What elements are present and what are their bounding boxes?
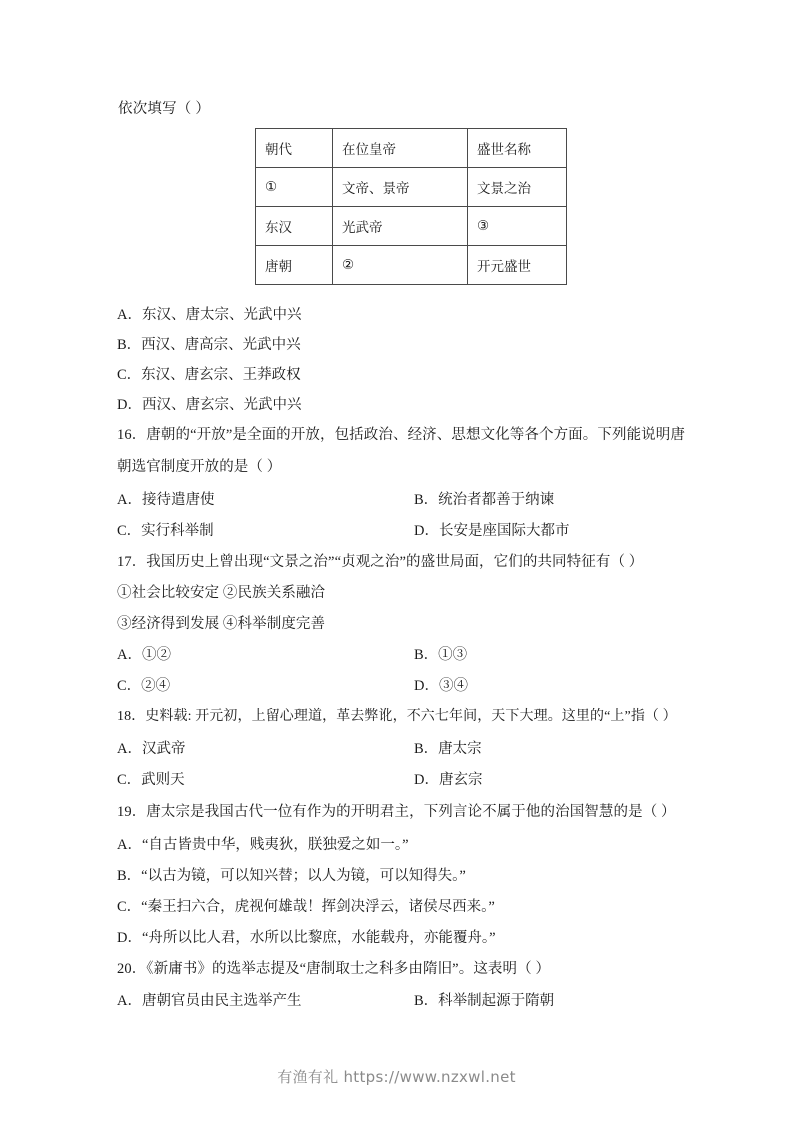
table-cell: 开元盛世	[468, 246, 567, 285]
q18-option-d[interactable]: D．唐玄宗	[414, 772, 483, 788]
q16-option-d[interactable]: D．长安是座国际大都市	[414, 523, 570, 539]
table-cell: ②	[333, 246, 468, 285]
dynasty-table	[255, 128, 567, 285]
q15-option-c[interactable]: C．东汉、唐玄宗、王莽政权	[117, 367, 301, 383]
q16-stem-line-2: 朝选官制度开放的是（ ）	[117, 459, 282, 475]
q17-option-b[interactable]: B．①③	[414, 647, 468, 663]
q16-option-c[interactable]: C．实行科举制	[117, 523, 214, 539]
q17-option-d[interactable]: D．③④	[414, 678, 468, 694]
q17-option-a[interactable]: A．①②	[117, 647, 171, 663]
q17-option-c[interactable]: C．②④	[117, 678, 171, 694]
table-header-row	[256, 129, 567, 168]
q16-stem-line-1: 16．唐朝的“开放”是全面的开放，包括政治、经济、思想文化等各个方面。下列能说明唐	[117, 427, 685, 443]
q20-stem-line-1: 20．《新庸书》的选举志提及“唐制取士之科多由隋旧”。这表明（ ）	[117, 961, 551, 977]
intro-line: 依次填写（ ）	[118, 101, 211, 117]
table-cell: ③	[468, 207, 567, 246]
table-cell: 唐朝	[256, 246, 333, 285]
q17-sub-line-2: ③经济得到发展 ④科举制度完善	[117, 616, 326, 632]
q16-option-b[interactable]: B．统治者都善于纳谏	[414, 492, 555, 508]
q19-option-a[interactable]: A．“自古皆贵中华，贱夷狄，朕独爱之如一。”	[117, 837, 409, 853]
q19-option-d[interactable]: D．“舟所以比人君，水所以比黎庶，水能载舟，亦能覆舟。”	[117, 930, 496, 946]
table-header-cell: 盛世名称	[468, 129, 567, 168]
q16-option-a[interactable]: A．接待遣唐使	[117, 492, 215, 508]
footer-watermark: 有渔有礼 https://www.nzxwl.net	[277, 1068, 516, 1086]
q20-option-b[interactable]: B．科举制起源于隋朝	[414, 993, 555, 1009]
q18-option-c[interactable]: C．武则天	[117, 772, 185, 788]
table-row	[256, 168, 567, 207]
table-row	[256, 246, 567, 285]
q15-option-b[interactable]: B．西汉、唐高宗、光武中兴	[117, 337, 301, 353]
table-cell: 东汉	[256, 207, 333, 246]
q15-option-d[interactable]: D．西汉、唐玄宗、光武中兴	[117, 397, 302, 413]
q15-option-a[interactable]: A．东汉、唐太宗、光武中兴	[117, 307, 302, 323]
q20-option-a[interactable]: A．唐朝官员由民主选举产生	[117, 993, 302, 1009]
table-cell: 光武帝	[333, 207, 468, 246]
q18-option-b[interactable]: B．唐太宗	[414, 741, 482, 757]
table-row	[256, 207, 567, 246]
q17-stem-line-1: 17．我国历史上曾出现“文景之治”“贞观之治”的盛世局面，它们的共同特征有（ ）	[117, 554, 644, 570]
table-cell: 文帝、景帝	[333, 168, 468, 207]
table-header-cell: 在位皇帝	[333, 129, 468, 168]
table-cell: ①	[256, 168, 333, 207]
q19-stem-line-1: 19．唐太宗是我国古代一位有作为的开明君主，下列言论不属于他的治国智慧的是（ ）	[117, 804, 676, 820]
q18-option-a[interactable]: A．汉武帝	[117, 741, 186, 757]
table-header-cell: 朝代	[256, 129, 333, 168]
q19-option-c[interactable]: C．“秦王扫六合，虎视何雄哉！挥剑决浮云，诸侯尽西来。”	[117, 899, 495, 915]
q19-option-b[interactable]: B．“以古为镜，可以知兴替；以人为镜，可以知得失。”	[117, 868, 466, 884]
q17-sub-line-1: ①社会比较安定 ②民族关系融洽	[117, 585, 326, 601]
table-cell: 文景之治	[468, 168, 567, 207]
q18-stem-line-1: 18．史料载: 开元初，上留心理道，革去弊讹，不六七年间，天下大理。这里的“上”指（ ）	[117, 709, 677, 724]
